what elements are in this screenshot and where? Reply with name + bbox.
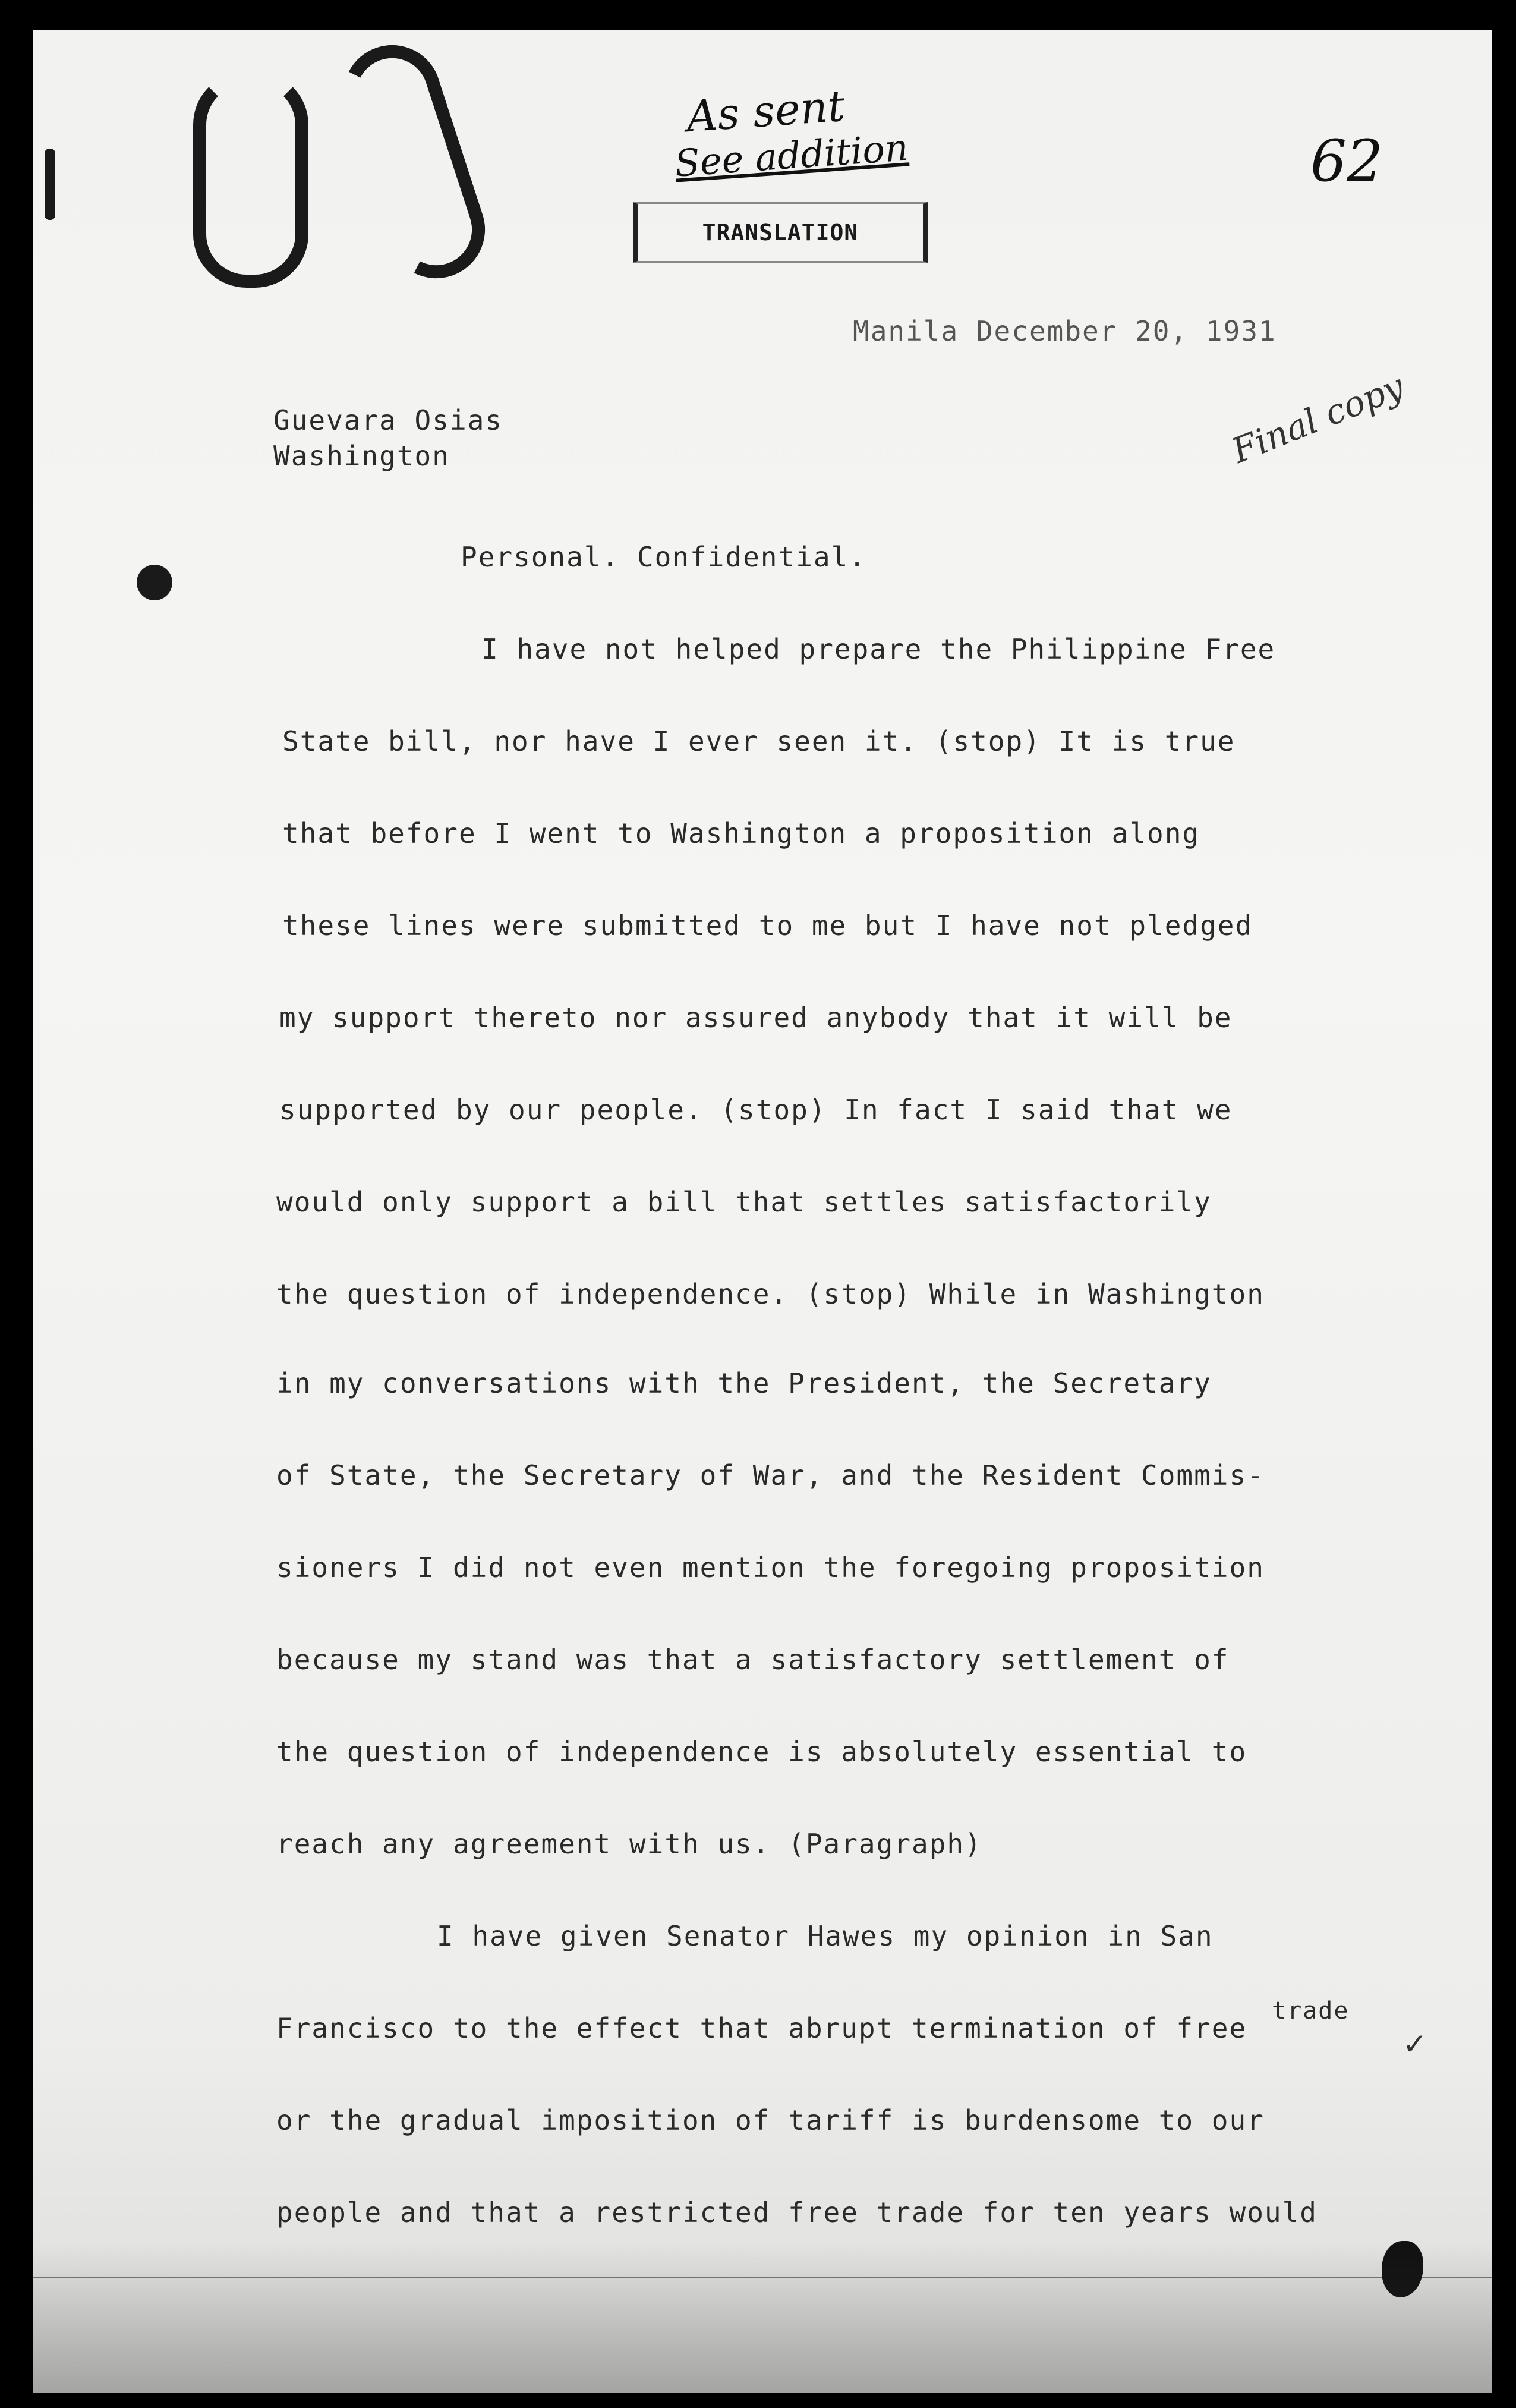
body-line: would only support a bill that settles satisfactorily [276, 1186, 1212, 1218]
body-line: sioners I did not even mention the foregoing proposition [276, 1551, 1265, 1584]
body-line: supported by our people. (stop) In fact I said that we [279, 1094, 1233, 1126]
ink-blot [1382, 2241, 1423, 2297]
paper-clip-mark [331, 33, 498, 291]
body-line: I have given Senator Hawes my opinion in San [437, 1920, 1214, 1952]
handwritten-margin-note: Final copy [1226, 366, 1410, 471]
translation-header [633, 202, 928, 263]
margin-punch-mark [137, 565, 172, 600]
body-line: I have not helped prepare the Philippine Free [481, 633, 1276, 665]
body-line: or the gradual imposition of tariff is burdensome to our [276, 2104, 1265, 2136]
date-line: Manila December 20, 1931 [853, 315, 1277, 347]
handwritten-page-number: 62 [1310, 128, 1383, 194]
handwritten-note: As sent [685, 80, 847, 142]
body-line: because my stand was that a satisfactory settlement of [276, 1644, 1230, 1676]
body-line: the question of independence. (stop) While in Washington [276, 1278, 1265, 1310]
salutation: Personal. Confidential. [461, 541, 866, 573]
page-fold-line [33, 2277, 1492, 2278]
margin-punch-mark [45, 149, 55, 220]
body-line: of State, the Secretary of War, and the Resident Commis- [276, 1459, 1265, 1491]
addressee-name: Guevara Osias [273, 404, 503, 436]
handwritten-note: See addition [673, 125, 910, 185]
header-label: TRANSLATION [702, 219, 859, 245]
interlinear-insert: trade [1272, 1997, 1350, 2025]
body-line: State bill, nor have I ever seen it. (stop) It is true [282, 725, 1236, 757]
body-line: Francisco to the effect that abrupt termination of free [276, 2012, 1247, 2044]
document-page [33, 30, 1492, 2393]
check-mark: ✓ [1402, 2027, 1427, 2061]
body-line: my support thereto nor assured anybody that it will be [279, 1002, 1233, 1034]
addressee-location: Washington [273, 440, 450, 472]
body-line: reach any agreement with us. (Paragraph) [276, 1828, 982, 1860]
body-line: in my conversations with the President, the Secretary [276, 1367, 1212, 1399]
body-line: people and that a restricted free trade for ten years would [276, 2196, 1318, 2228]
body-line: these lines were submitted to me but I have not pledged [282, 909, 1253, 942]
paper-clip-mark [193, 71, 308, 288]
body-line: that before I went to Washington a proposition along [282, 817, 1200, 849]
body-line: the question of independence is absolutely essential to [276, 1736, 1247, 1768]
